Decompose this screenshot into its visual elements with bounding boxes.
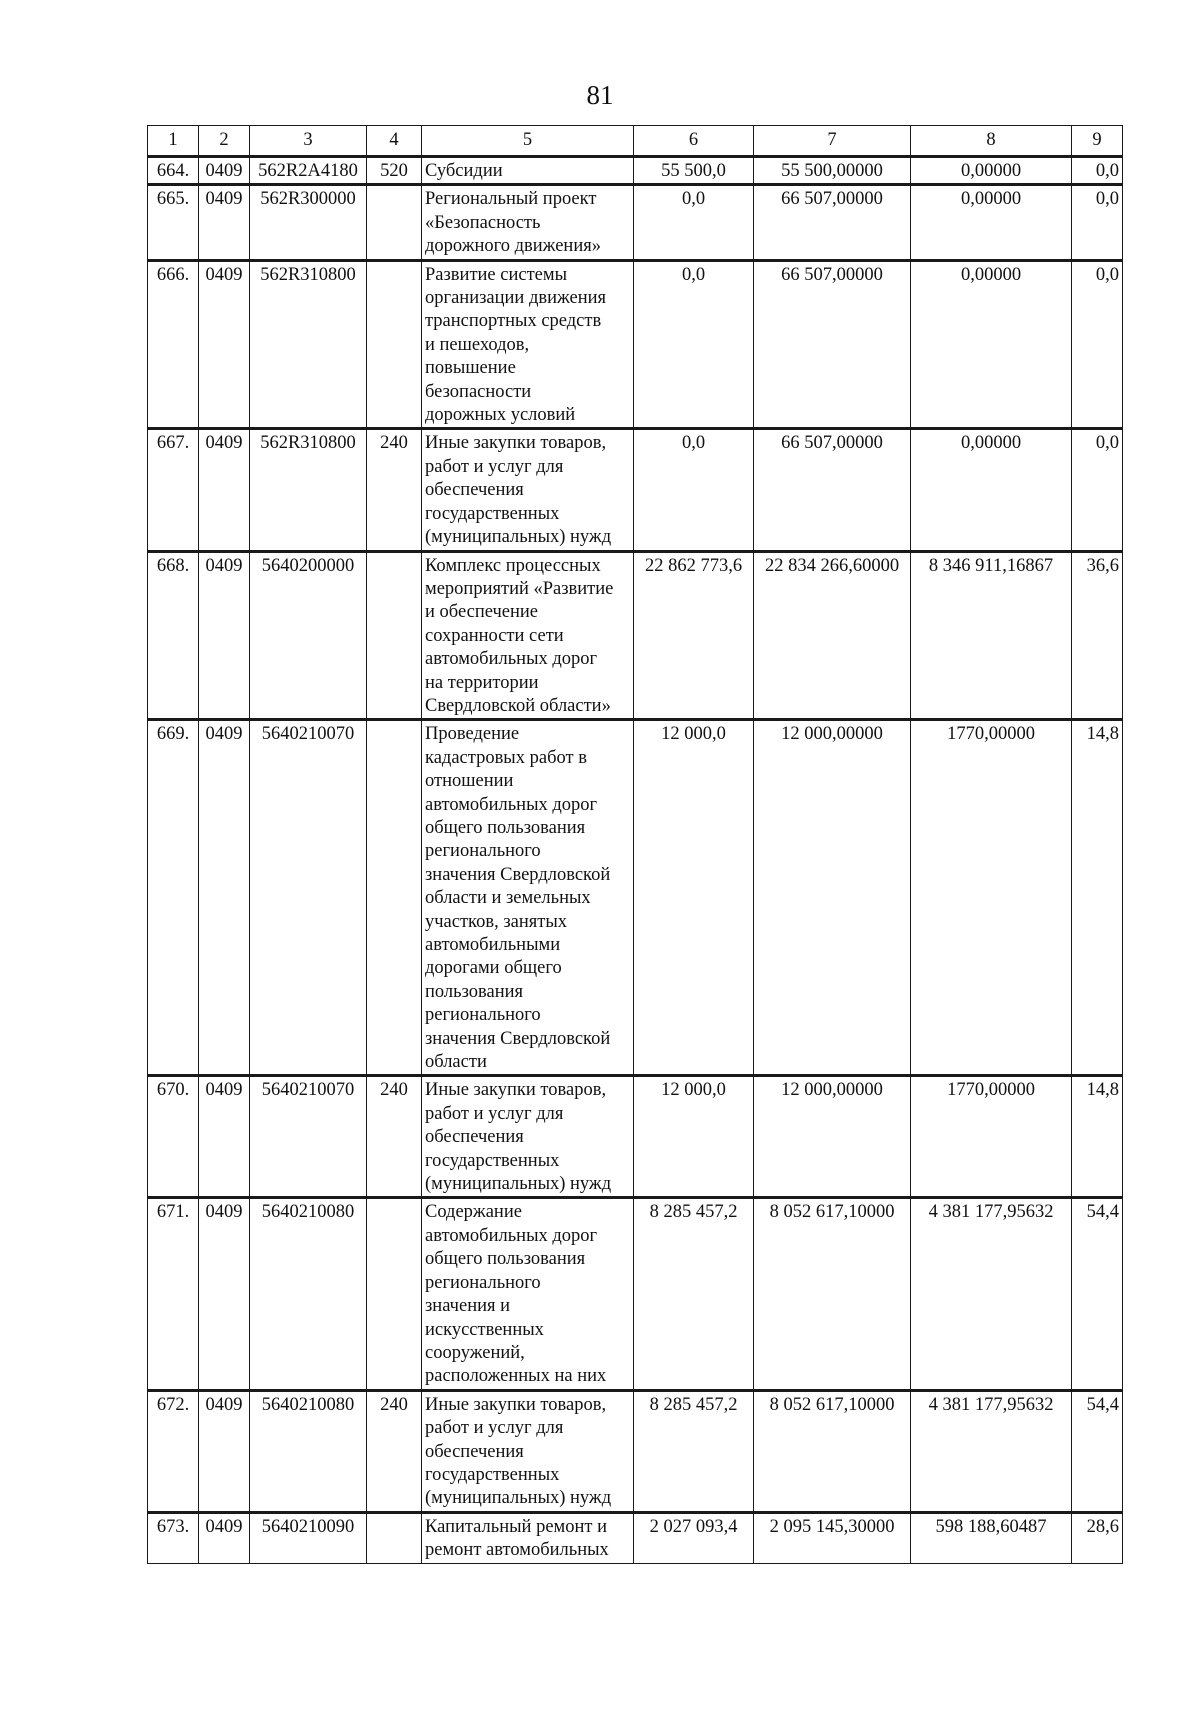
section-code-cell: 0409 xyxy=(199,185,250,260)
column-header: 2 xyxy=(199,126,250,157)
page-number: 81 xyxy=(586,80,614,110)
name-line: общего пользования xyxy=(425,1249,586,1270)
column-header: 7 xyxy=(754,126,911,157)
refined-amount-cell: 8 052 617,10000 xyxy=(754,1198,911,1390)
target-code-cell: 5640210080 xyxy=(250,1198,367,1390)
row-number-cell: 671. xyxy=(148,1198,199,1390)
row-number-cell: 669. xyxy=(148,720,199,1076)
percent-cell: 54,4 xyxy=(1072,1198,1123,1390)
section-code-cell: 0409 xyxy=(199,260,250,429)
expense-type-cell xyxy=(367,1512,422,1563)
section-code-cell: 0409 xyxy=(199,157,250,185)
name-line: и обеспечение xyxy=(425,602,539,623)
target-code-cell: 5640210080 xyxy=(250,1390,367,1512)
name-line: значения Свердловской xyxy=(425,1028,611,1049)
refined-amount-cell: 66 507,00000 xyxy=(754,429,911,551)
percent-cell: 0,0 xyxy=(1072,260,1123,429)
refined-amount-cell: 2 095 145,30000 xyxy=(754,1512,911,1563)
name-cell xyxy=(422,551,634,720)
name-line: отношении xyxy=(425,771,514,792)
name-line: Содержание xyxy=(425,1202,522,1223)
name-cell xyxy=(422,260,634,429)
name-line: «Безопасность xyxy=(425,212,541,233)
name-line: пользования xyxy=(425,981,524,1002)
executed-amount-cell: 8 346 911,16867 xyxy=(911,551,1072,720)
expense-type-cell xyxy=(367,720,422,1076)
column-header: 1 xyxy=(148,126,199,157)
section-code-cell: 0409 xyxy=(199,720,250,1076)
expense-type-cell xyxy=(367,260,422,429)
plan-amount-cell: 8 285 457,2 xyxy=(634,1390,754,1512)
expense-type-cell: 240 xyxy=(367,1390,422,1512)
percent-cell: 36,6 xyxy=(1072,551,1123,720)
executed-amount-cell: 4 381 177,95632 xyxy=(911,1390,1072,1512)
section-code-cell: 0409 xyxy=(199,1390,250,1512)
name-line: дорожных условий xyxy=(425,405,576,426)
table-header-row xyxy=(148,126,1123,157)
expense-type-cell: 520 xyxy=(367,157,422,185)
name-line: регионального xyxy=(425,1005,541,1026)
name-line: области xyxy=(425,1052,487,1073)
table-row xyxy=(148,1076,1123,1198)
expense-type-cell xyxy=(367,1198,422,1390)
executed-amount-cell: 0,00000 xyxy=(911,157,1072,185)
expense-type-cell: 240 xyxy=(367,429,422,551)
section-code-cell: 0409 xyxy=(199,551,250,720)
plan-amount-cell: 0,0 xyxy=(634,429,754,551)
name-line: (муниципальных) нужд xyxy=(425,527,612,548)
name-cell xyxy=(422,1076,634,1198)
refined-amount-cell: 8 052 617,10000 xyxy=(754,1390,911,1512)
name-line: Иные закупки товаров, xyxy=(425,433,607,454)
name-cell xyxy=(422,429,634,551)
name-cell xyxy=(422,1198,634,1390)
name-cell xyxy=(422,185,634,260)
percent-cell: 14,8 xyxy=(1072,720,1123,1076)
refined-amount-cell: 66 507,00000 xyxy=(754,185,911,260)
name-line: Развитие системы xyxy=(425,264,568,285)
executed-amount-cell: 4 381 177,95632 xyxy=(911,1198,1072,1390)
target-code-cell: 562R310800 xyxy=(250,260,367,429)
name-line: общего пользования xyxy=(425,817,586,838)
name-line: государственных xyxy=(425,1150,560,1171)
expense-type-cell: 240 xyxy=(367,1076,422,1198)
executed-amount-cell: 0,00000 xyxy=(911,429,1072,551)
table-row xyxy=(148,157,1123,185)
table-row xyxy=(148,720,1123,1076)
name-line: кадастровых работ в xyxy=(425,747,587,768)
target-code-cell: 562R300000 xyxy=(250,185,367,260)
section-code-cell: 0409 xyxy=(199,1076,250,1198)
name-line: Иные закупки товаров, xyxy=(425,1394,607,1415)
name-line: расположенных на них xyxy=(425,1366,607,1387)
name-line: повышение xyxy=(425,358,516,379)
name-line: Региональный проект xyxy=(425,189,597,210)
row-number-cell: 668. xyxy=(148,551,199,720)
budget-table xyxy=(147,125,1123,1564)
percent-cell: 0,0 xyxy=(1072,429,1123,551)
name-line: работ и услуг для xyxy=(425,456,564,477)
name-line: Капитальный ремонт и xyxy=(425,1516,608,1537)
name-line: ремонт автомобильных xyxy=(425,1540,609,1561)
name-line: мероприятий «Развитие xyxy=(425,578,614,599)
plan-amount-cell: 22 862 773,6 xyxy=(634,551,754,720)
table-row xyxy=(148,260,1123,429)
name-line: Свердловской области» xyxy=(425,695,611,716)
name-cell xyxy=(422,720,634,1076)
name-line: обеспечения xyxy=(425,1127,524,1148)
name-line: регионального xyxy=(425,841,541,862)
table-row xyxy=(148,551,1123,720)
executed-amount-cell: 598 188,60487 xyxy=(911,1512,1072,1563)
name-line: значения Свердловской xyxy=(425,864,611,885)
name-line: Иные закупки товаров, xyxy=(425,1080,607,1101)
executed-amount-cell: 1770,00000 xyxy=(911,1076,1072,1198)
row-number-cell: 673. xyxy=(148,1512,199,1563)
name-cell xyxy=(422,1512,634,1563)
column-header: 3 xyxy=(250,126,367,157)
name-line: Комплекс процессных xyxy=(425,555,601,576)
name-line: дорогами общего xyxy=(425,958,562,979)
name-line: государственных xyxy=(425,1464,560,1485)
name-line: и пешеходов, xyxy=(425,334,530,355)
target-code-cell: 562R310800 xyxy=(250,429,367,551)
plan-amount-cell: 2 027 093,4 xyxy=(634,1512,754,1563)
refined-amount-cell: 22 834 266,60000 xyxy=(754,551,911,720)
percent-cell: 0,0 xyxy=(1072,157,1123,185)
name-line: работ и услуг для xyxy=(425,1103,564,1124)
table-row xyxy=(148,429,1123,551)
table-row xyxy=(148,1198,1123,1390)
row-number-cell: 672. xyxy=(148,1390,199,1512)
target-code-cell: 5640210090 xyxy=(250,1512,367,1563)
table-row xyxy=(148,185,1123,260)
name-line: искусственных xyxy=(425,1319,544,1340)
percent-cell: 0,0 xyxy=(1072,185,1123,260)
name-line: участков, занятых xyxy=(425,911,568,932)
column-header: 9 xyxy=(1072,126,1123,157)
name-line: обеспечения xyxy=(425,480,524,501)
row-number-cell: 666. xyxy=(148,260,199,429)
percent-cell: 14,8 xyxy=(1072,1076,1123,1198)
name-line: работ и услуг для xyxy=(425,1418,564,1439)
name-line: государственных xyxy=(425,503,560,524)
target-code-cell: 5640200000 xyxy=(250,551,367,720)
executed-amount-cell: 0,00000 xyxy=(911,260,1072,429)
column-header: 6 xyxy=(634,126,754,157)
column-header: 4 xyxy=(367,126,422,157)
target-code-cell: 562R2A4180 xyxy=(250,157,367,185)
name-line: безопасности xyxy=(425,381,532,402)
percent-cell: 54,4 xyxy=(1072,1390,1123,1512)
row-number-cell: 664. xyxy=(148,157,199,185)
refined-amount-cell: 12 000,00000 xyxy=(754,720,911,1076)
name-line: регионального xyxy=(425,1272,541,1293)
column-header: 5 xyxy=(422,126,634,157)
plan-amount-cell: 0,0 xyxy=(634,185,754,260)
name-line: Проведение xyxy=(425,724,520,745)
refined-amount-cell: 12 000,00000 xyxy=(754,1076,911,1198)
table-row xyxy=(148,1390,1123,1512)
name-line: сооружений, xyxy=(425,1342,525,1363)
plan-amount-cell: 12 000,0 xyxy=(634,1076,754,1198)
name-line: организации движения xyxy=(425,288,607,309)
name-line: обеспечения xyxy=(425,1441,524,1462)
row-number-cell: 670. xyxy=(148,1076,199,1198)
plan-amount-cell: 8 285 457,2 xyxy=(634,1198,754,1390)
plan-amount-cell: 0,0 xyxy=(634,260,754,429)
section-code-cell: 0409 xyxy=(199,1198,250,1390)
target-code-cell: 5640210070 xyxy=(250,720,367,1076)
name-line: области и земельных xyxy=(425,888,591,909)
target-code-cell: 5640210070 xyxy=(250,1076,367,1198)
name-line: автомобильных дорог xyxy=(425,649,598,670)
name-line: значения и xyxy=(425,1296,511,1317)
section-code-cell: 0409 xyxy=(199,429,250,551)
row-number-cell: 665. xyxy=(148,185,199,260)
plan-amount-cell: 55 500,0 xyxy=(634,157,754,185)
expense-type-cell xyxy=(367,551,422,720)
executed-amount-cell: 0,00000 xyxy=(911,185,1072,260)
row-number-cell: 667. xyxy=(148,429,199,551)
name-cell xyxy=(422,1390,634,1512)
table-row xyxy=(148,1512,1123,1563)
name-line: дорожного движения» xyxy=(425,236,601,257)
name-line: автомобильных дорог xyxy=(425,1225,598,1246)
executed-amount-cell: 1770,00000 xyxy=(911,720,1072,1076)
refined-amount-cell: 66 507,00000 xyxy=(754,260,911,429)
name-line: сохранности сети xyxy=(425,625,564,646)
name-line: Субсидии xyxy=(425,161,503,181)
name-line: (муниципальных) нужд xyxy=(425,1488,612,1509)
expense-type-cell xyxy=(367,185,422,260)
name-line: автомобильных дорог xyxy=(425,794,598,815)
percent-cell: 28,6 xyxy=(1072,1512,1123,1563)
plan-amount-cell: 12 000,0 xyxy=(634,720,754,1076)
refined-amount-cell: 55 500,00000 xyxy=(754,157,911,185)
column-header: 8 xyxy=(911,126,1072,157)
name-line: транспортных средств xyxy=(425,311,602,332)
name-line: автомобильными xyxy=(425,935,561,955)
name-line: (муниципальных) нужд xyxy=(425,1174,612,1195)
name-cell xyxy=(422,157,634,185)
name-line: на территории xyxy=(425,672,539,693)
section-code-cell: 0409 xyxy=(199,1512,250,1563)
